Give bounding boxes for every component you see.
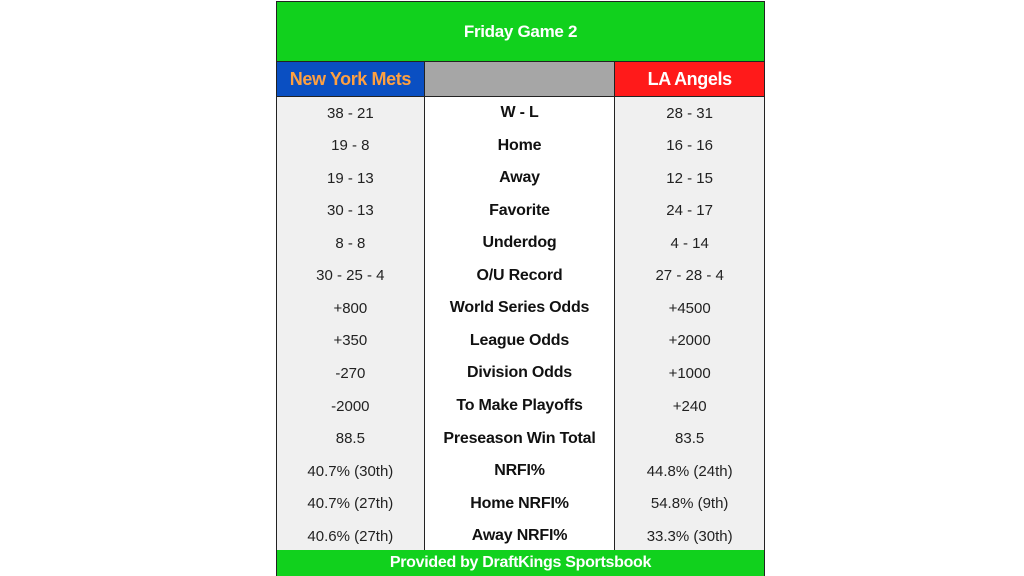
- team-left-value: 38 - 21: [327, 104, 374, 122]
- stat-label-column: [425, 455, 616, 553]
- stat-label: Preseason Win Total: [443, 429, 596, 447]
- team-right-value: 16 - 16: [666, 137, 713, 155]
- team-left-column: [277, 390, 425, 455]
- team-right-column: [615, 292, 764, 390]
- team-left-value: 88.5: [335, 430, 365, 448]
- team-left-value: 40.6% (27th): [307, 527, 394, 545]
- team-right-name: LA Angels: [615, 62, 764, 96]
- team-left-value: +800: [333, 299, 368, 317]
- team-right-value: 27 - 28 - 4: [655, 267, 724, 285]
- team-right-column: [615, 455, 764, 553]
- stat-label: Home: [497, 136, 542, 154]
- stat-label-column: [425, 292, 616, 390]
- team-right-value: 44.8% (24th): [646, 462, 733, 480]
- provider-footer: Provided by DraftKings Sportsbook: [277, 550, 764, 576]
- team-right-value: +1000: [668, 364, 711, 382]
- stat-label: W - L: [500, 104, 539, 122]
- team-right-column: [615, 390, 764, 455]
- stat-label-column: [425, 97, 616, 292]
- stat-label: Away NRFI%: [471, 527, 568, 545]
- stats-section: [277, 390, 764, 456]
- team-left-value: 19 - 13: [327, 169, 374, 187]
- stat-label: NRFI%: [494, 462, 545, 480]
- team-left-column: [277, 455, 425, 553]
- team-left-column: [277, 292, 425, 390]
- team-right-value: 33.3% (30th): [646, 527, 733, 545]
- team-left-value: 40.7% (30th): [307, 462, 394, 480]
- team-right-value: 24 - 17: [666, 202, 713, 220]
- team-right-value: 4 - 14: [670, 234, 709, 252]
- stat-label: O/U Record: [476, 266, 563, 284]
- team-left-value: 8 - 8: [335, 234, 366, 252]
- team-left-value: -270: [335, 364, 366, 382]
- team-header-row: [277, 62, 764, 97]
- stat-label: Division Odds: [467, 364, 572, 382]
- team-left-value: 40.7% (27th): [307, 495, 394, 513]
- team-right-value: 83.5: [675, 430, 705, 448]
- stat-label: Away: [499, 169, 540, 187]
- game-title: Friday Game 2: [277, 2, 764, 62]
- team-left-value: +350: [333, 332, 368, 350]
- team-right-value: +240: [672, 397, 707, 415]
- stat-label: Home NRFI%: [470, 494, 569, 512]
- team-left-value: -2000: [331, 397, 370, 415]
- stats-section: [277, 292, 764, 391]
- stats-section: [277, 455, 764, 554]
- team-right-value: 28 - 31: [666, 104, 713, 122]
- team-left-value: 19 - 8: [331, 137, 370, 155]
- team-right-value: 54.8% (9th): [650, 495, 729, 513]
- stat-label: World Series Odds: [449, 299, 590, 317]
- team-left-name: New York Mets: [277, 62, 425, 96]
- stats-section: [277, 97, 764, 293]
- stat-label: To Make Playoffs: [456, 397, 583, 415]
- team-left-column: [277, 97, 425, 292]
- stat-label: League Odds: [469, 331, 570, 349]
- team-right-column: [615, 97, 764, 292]
- team-right-value: +2000: [668, 332, 711, 350]
- team-right-value: +4500: [668, 299, 711, 317]
- team-left-value: 30 - 25 - 4: [316, 267, 385, 285]
- team-left-value: 30 - 13: [327, 202, 374, 220]
- stat-label-column: [425, 390, 616, 455]
- matchup-card: [276, 1, 765, 576]
- stat-label: Underdog: [482, 234, 557, 252]
- stat-label: Favorite: [489, 201, 550, 219]
- stat-header-blank: [425, 62, 616, 96]
- team-right-value: 12 - 15: [666, 169, 713, 187]
